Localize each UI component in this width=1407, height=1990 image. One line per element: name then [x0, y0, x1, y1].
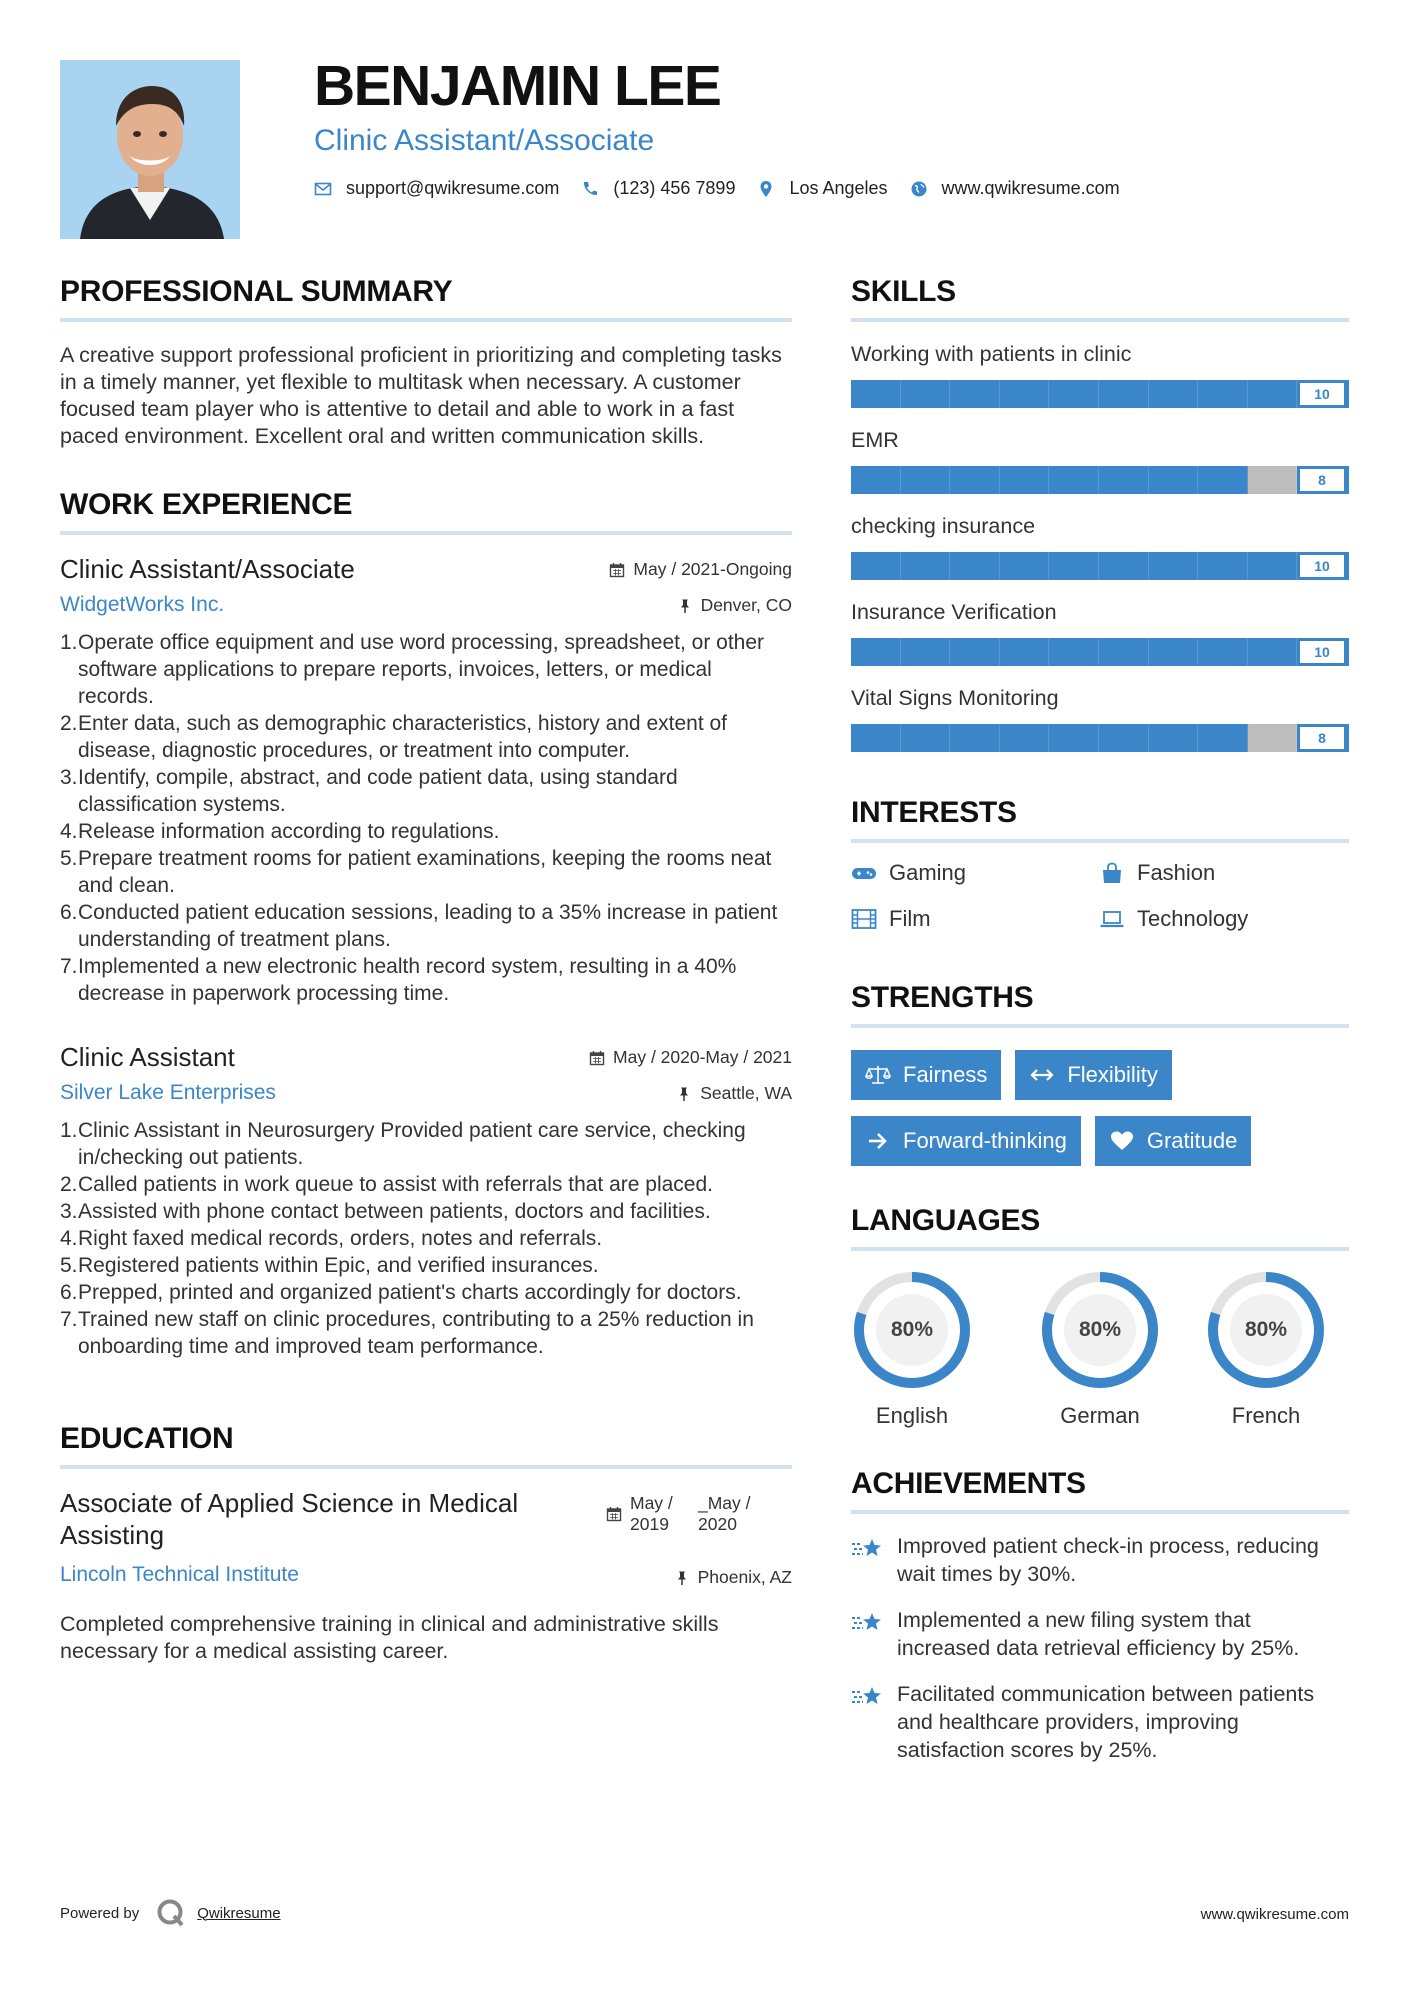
contact-email[interactable] [314, 178, 559, 199]
language-percent: 80% [1078, 1318, 1122, 1341]
strength-tag: Forward-thinking [851, 1116, 1081, 1166]
candidate-title: Clinic Assistant/Associate [314, 124, 655, 157]
interest-fashion: Fashion [1099, 857, 1349, 889]
strengths-heading: STRENGTHS [851, 981, 1349, 1028]
strength-tag: Gratitude [1095, 1116, 1252, 1166]
calendar-icon [609, 562, 625, 578]
skill-name: checking insurance [851, 514, 1036, 538]
list-item: 4. Right faxed medical records, orders, notes and referrals. [60, 1227, 603, 1250]
job-entry [60, 553, 792, 1007]
contact-email-text: support@qwikresume.com [346, 178, 560, 198]
list-item: 2. Called patients in work queue to assist with referrals that are placed. [60, 1173, 713, 1196]
skill-segment [1248, 380, 1298, 408]
languages-heading: LANGUAGES [851, 1204, 1349, 1251]
experience-heading: WORK EXPERIENCE [60, 488, 792, 535]
job-header [60, 1041, 792, 1109]
achievements-heading: ACHIEVEMENTS [851, 1467, 1349, 1514]
arrows-horizontal-icon [1029, 1064, 1055, 1086]
skill-name: Working with patients in clinic [851, 342, 1132, 366]
skill-segment [901, 724, 951, 752]
skill-segment [950, 724, 1000, 752]
language-item [851, 1269, 1017, 1429]
skill-segment [1149, 724, 1199, 752]
list-item: 3. Identify, compile, abstract, and code patient data, using standard classification systems. [60, 766, 678, 816]
skill-item [851, 426, 1349, 494]
film-icon [851, 908, 877, 930]
skill-bar [851, 638, 1349, 666]
skill-name: Insurance Verification [851, 600, 1057, 624]
skill-segment [1000, 638, 1050, 666]
skill-segment [851, 552, 901, 580]
skill-item [851, 684, 1349, 752]
calendar-icon [589, 1050, 605, 1066]
list-item: 4. Release information according to regulations. [60, 820, 500, 843]
list-item: 3. Assisted with phone contact between patients, doctors and facilities. [60, 1200, 711, 1223]
laptop-icon [1099, 908, 1125, 930]
achievement-item: Implemented a new filing system that increased data retrieval efficiency by 25%. [851, 1606, 1349, 1662]
job-location [677, 595, 792, 616]
profile-photo-illustration [60, 60, 240, 239]
job-title: Clinic Assistant/Associate [60, 554, 355, 584]
skill-segment [851, 638, 901, 666]
job-date [589, 1047, 792, 1068]
skill-segment [1149, 466, 1199, 494]
right-column [851, 275, 1349, 1764]
skill-segment [1198, 638, 1248, 666]
education-date [606, 1493, 751, 1535]
skill-segment [1149, 552, 1199, 580]
footer-website[interactable]: www.qwikresume.com [1200, 1906, 1349, 1923]
skill-segment [1049, 466, 1099, 494]
language-donut [1039, 1269, 1161, 1391]
education-entry [60, 1487, 792, 1665]
education-header [60, 1487, 792, 1607]
skills-heading: SKILLS [851, 275, 1349, 322]
list-item: 5. Registered patients within Epic, and verified insurances. [60, 1254, 599, 1277]
contact-bar [314, 178, 1142, 199]
pushpin-icon [677, 598, 693, 614]
job-date [609, 559, 792, 580]
skill-segment [950, 466, 1000, 494]
skill-segment [1099, 552, 1149, 580]
education-location: Phoenix, AZ [674, 1567, 792, 1588]
shooting-star-icon [851, 1608, 885, 1638]
skill-segment [1000, 552, 1050, 580]
skill-segment [1000, 380, 1050, 408]
achievements-list [851, 1532, 1349, 1764]
interest-technology: Technology [1099, 903, 1349, 935]
skill-segment [1049, 724, 1099, 752]
strength-tag: Flexibility [1015, 1050, 1171, 1100]
candidate-name: BENJAMIN LEE [314, 54, 721, 118]
skill-segment [851, 724, 901, 752]
skill-level-badge: 10 [1297, 552, 1347, 580]
list-item: 1. Operate office equipment and use word processing, spreadsheet, or other software applications to prepare reports, invoices, letters, or medical records. [60, 631, 765, 708]
interest-film: Film [851, 903, 1099, 935]
skill-segment [950, 552, 1000, 580]
skill-level-badge: 10 [1297, 638, 1347, 666]
job-date-text: May / 2020-May / 2021 [613, 1047, 792, 1067]
achievement-item: Improved patient check-in process, reducing wait times by 30%. [851, 1532, 1349, 1588]
skill-segment [1049, 552, 1099, 580]
skill-segment [1099, 466, 1149, 494]
skill-segment [1248, 724, 1298, 752]
skill-segment [1049, 380, 1099, 408]
qwikresume-logo-icon [155, 1897, 187, 1929]
list-item: 7. Implemented a new electronic health record system, resulting in a 40% decrease in paperwork processing time. [60, 955, 737, 1005]
skill-segment [1099, 638, 1149, 666]
interests-grid [851, 857, 1349, 935]
envelope-icon [314, 180, 332, 198]
job-title: Clinic Assistant [60, 1042, 235, 1072]
language-donut [851, 1269, 973, 1391]
skill-segment [901, 552, 951, 580]
skill-segment [1248, 466, 1298, 494]
skill-segment [1198, 380, 1248, 408]
language-item [1017, 1269, 1183, 1429]
languages-list [851, 1269, 1349, 1429]
interest-gaming: Gaming [851, 857, 1099, 889]
skill-item [851, 598, 1349, 666]
skill-segment [1149, 638, 1199, 666]
skill-level-badge: 10 [1297, 380, 1347, 408]
skill-segment [1198, 724, 1248, 752]
skill-segment [1049, 638, 1099, 666]
skill-bar [851, 724, 1349, 752]
qwikresume-link[interactable]: Qwikresume [197, 1904, 281, 1922]
summary-text: A creative support professional proficient in prioritizing and completing tasks in a timely manner, yet flexible to multitask when necessary. A customer focused team player who is attentive to detail and able to work in a fast paced environment. Excellent oral and written communication skills. [60, 343, 782, 448]
list-item: 6. Prepped, printed and organized patient's charts accordingly for doctors. [60, 1281, 742, 1304]
skill-segment [1000, 466, 1050, 494]
education-date-end: _May / 2020 [698, 1493, 751, 1534]
language-percent: 80% [1244, 1318, 1288, 1341]
skill-level-badge: 8 [1297, 466, 1347, 494]
achievement-item: Facilitated communication between patients and healthcare providers, improving satisfaction scores by 25%. [851, 1680, 1349, 1764]
skill-segment [1000, 724, 1050, 752]
skill-item [851, 512, 1349, 580]
skill-segment [1198, 552, 1248, 580]
job-bullets [60, 629, 792, 1007]
job-location-text: Seattle, WA [700, 1083, 792, 1103]
skill-segment [1099, 724, 1149, 752]
job-company: Silver Lake Enterprises [60, 1081, 276, 1104]
calendar-icon [606, 1506, 622, 1522]
skill-item [851, 340, 1349, 408]
profile-photo [60, 60, 240, 239]
strength-tag: Fairness [851, 1050, 1001, 1100]
globe-icon [910, 180, 928, 198]
skill-segment [950, 380, 1000, 408]
language-item [1183, 1269, 1349, 1429]
list-item: 6. Conducted patient education sessions, leading to a 35% increase in patient understanding of treatment plans. [60, 901, 778, 951]
shopping-bag-icon [1099, 862, 1125, 884]
skill-segment [950, 638, 1000, 666]
contact-phone[interactable] [581, 178, 735, 199]
skill-bar [851, 466, 1349, 494]
powered-by-label: Powered by [60, 1904, 140, 1922]
education-degree: Associate of Applied Science in Medical Assisting [60, 1488, 519, 1550]
skill-level-badge: 8 [1297, 724, 1347, 752]
contact-website[interactable] [910, 178, 1120, 199]
job-bullets [60, 1117, 792, 1360]
skill-segment [1149, 380, 1199, 408]
skill-segment [1248, 638, 1298, 666]
job-location [676, 1083, 792, 1104]
skill-bar [851, 552, 1349, 580]
language-percent: 80% [890, 1318, 934, 1341]
scale-icon [865, 1064, 891, 1086]
skill-name: EMR [851, 428, 899, 452]
job-date-text: May / 2021-Ongoing [633, 559, 792, 579]
education-date-start: May / 2019 [630, 1493, 673, 1534]
shooting-star-icon [851, 1682, 885, 1712]
job-company: WidgetWorks Inc. [60, 593, 225, 616]
list-item: 7. Trained new staff on clinic procedures, contributing to a 25% reduction in onboarding time and improved team performance. [60, 1308, 754, 1358]
left-column [60, 275, 792, 1665]
contact-location [757, 178, 887, 199]
skill-segment [851, 466, 901, 494]
language-name: French [1231, 1403, 1301, 1428]
skill-segment [901, 638, 951, 666]
interests-heading: INTERESTS [851, 796, 1349, 843]
contact-website-text: www.qwikresume.com [941, 178, 1120, 198]
pushpin-icon [676, 1086, 692, 1102]
contact-phone-text: (123) 456 7899 [613, 178, 736, 198]
skill-segment [1198, 466, 1248, 494]
skill-segment [901, 380, 951, 408]
education-school: Lincoln Technical Institute [60, 1563, 299, 1586]
pushpin-icon [674, 1570, 690, 1586]
contact-location-text: Los Angeles [789, 178, 888, 198]
map-pin-icon [757, 180, 775, 198]
phone-icon [581, 180, 599, 198]
footer-powered-by [60, 1897, 281, 1929]
skill-segment [901, 466, 951, 494]
job-header [60, 553, 792, 621]
skill-name: Vital Signs Monitoring [851, 686, 1059, 710]
skill-bar [851, 380, 1349, 408]
language-donut [1205, 1269, 1327, 1391]
education-text: Completed comprehensive training in clinical and administrative skills necessary for a medical assisting career. [60, 1612, 719, 1663]
list-item: 2. Enter data, such as demographic characteristics, history and extent of disease, diagnostic procedures, or treatment into computer. [60, 712, 728, 762]
list-item: 1. Clinic Assistant in Neurosurgery Provided patient care service, checking in/checking out patients. [60, 1119, 746, 1169]
skill-segment [1099, 380, 1149, 408]
skill-segment [1248, 552, 1298, 580]
education-heading: EDUCATION [60, 1422, 792, 1469]
shooting-star-icon [851, 1534, 885, 1564]
job-location-text: Denver, CO [700, 595, 792, 615]
list-item: 5. Prepare treatment rooms for patient examinations, keeping the rooms neat and clean. [60, 847, 772, 897]
skills-list [851, 340, 1349, 752]
summary-heading: PROFESSIONAL SUMMARY [60, 275, 792, 322]
language-name: English [875, 1403, 949, 1428]
language-name: German [1060, 1403, 1140, 1428]
heart-icon [1109, 1130, 1135, 1152]
gamepad-icon [851, 862, 877, 884]
arrow-right-icon [865, 1130, 891, 1152]
job-entry [60, 1041, 792, 1360]
skill-segment [851, 380, 901, 408]
strengths-list [851, 1050, 1349, 1182]
